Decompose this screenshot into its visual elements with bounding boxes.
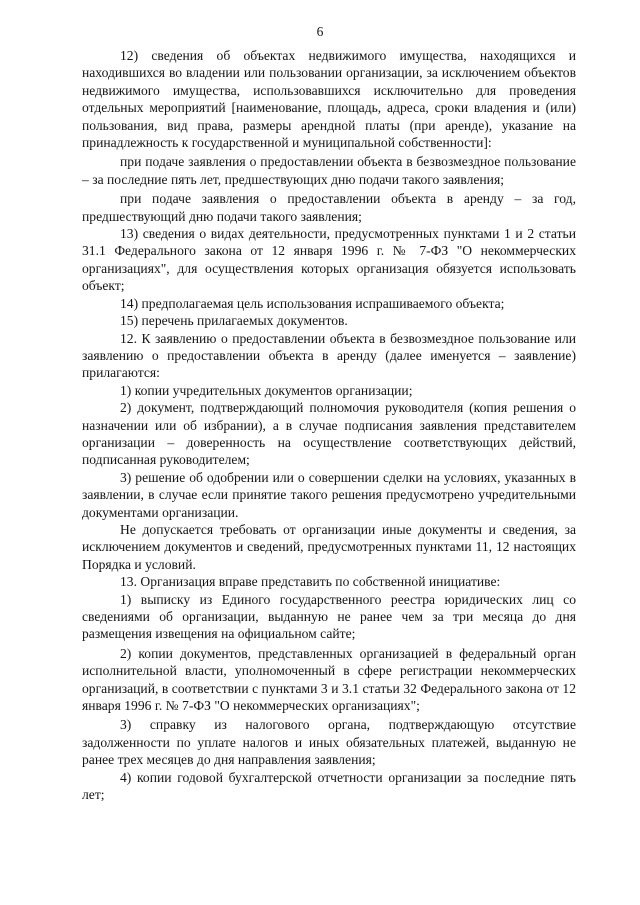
paragraph-free-use-period: при подаче заявления о предоставлении объекта в безвозмездное пользование – за последние пять лет, предшествующих дню подачи такого заявления;	[82, 154, 576, 187]
paragraph-clause-13-initiative: 13. Организация вправе представить по собственной инициативе:	[120, 574, 501, 590]
paragraph-no-extra-documents: Не допускается требовать от организации иные документы и сведения, за исключением документов и сведений, предусмотренных пунктами 11, 12 настоящих Порядка и условий.	[82, 521, 576, 572]
paragraph-attachment-2: 2) документ, подтверждающий полномочия руководителя (копия решения о назначении или об избрании), а в случае подписания заявления представителем организации – доверенность на осуществление соответствующих действий, подписанная руководителем;	[82, 400, 576, 468]
paragraph-item-12-real-estate: 12) сведения об объектах недвижимого имущества, находящихся и находившихся во владении или пользовании организации, за исключением объектов недвижимого имущества, использовавшихся исключительно для проведения отдельных мероприятий [наименование, площадь, адреса, сроки владения и (или) пользования, вид права, размеры арендной платы (при аренде), указание на принадлежность к государственной и муниципальной собственности]:	[82, 48, 576, 151]
paragraph-item-14-purpose: 14) предполагаемая цель использования испрашиваемого объекта;	[120, 295, 505, 311]
paragraph-item-13-activities: 13) сведения о видах деятельности, предусмотренных пунктами 1 и 2 статьи 31.1 Федерального закона от 12 января 1996 г. № 7-ФЗ "О некоммерческих организациях", для осуществления которых организация обязуется использовать объект;	[82, 226, 576, 294]
document-body	[82, 47, 576, 803]
paragraph-initiative-4: 4) копии годовой бухгалтерской отчетности организации за последние пять лет;	[82, 769, 576, 803]
paragraph-attachment-3: 3) решение об одобрении или о совершении сделки на условиях, указанных в заявлении, в случае если принятие такого решения предусмотрено учредительными документами организации.	[82, 469, 576, 520]
paragraph-lease-period: при подаче заявления о предоставлении объекта в аренду – за год, предшествующий дню подачи такого заявления;	[82, 191, 576, 224]
page-number: 6	[316, 24, 324, 39]
paragraph-attachment-1: 1) копии учредительных документов организации;	[120, 382, 413, 398]
paragraph-clause-12-attachments: 12. К заявлению о предоставлении объекта в безвозмездное пользование или заявлению о предоставлении объекта в аренду (далее именуется – заявление) прилагаются:	[82, 330, 576, 381]
paragraph-initiative-3: 3) справку из налогового органа, подтверждающую отсутствие задолженности по уплате налогов и иных обязательных платежей, выданную не ранее трех месяцев до дня направления заявления;	[82, 717, 576, 768]
paragraph-initiative-1: 1) выписку из Единого государственного реестра юридических лиц со сведениями об организации, выданную не ранее чем за три месяца до дня размещения извещения на официальном сайте;	[82, 591, 576, 642]
paragraph-item-15-documents-list: 15) перечень прилагаемых документов.	[120, 313, 348, 329]
paragraph-initiative-2: 2) копии документов, представленных организацией в федеральный орган исполнительной власти, уполномоченный в сфере регистрации некоммерческих организаций, в соответствии с пунктами 3 и 3.1 статьи 32 Федерального закона от 12 января 1996 г. № 7-ФЗ "О некоммерческих организациях";	[82, 645, 576, 714]
